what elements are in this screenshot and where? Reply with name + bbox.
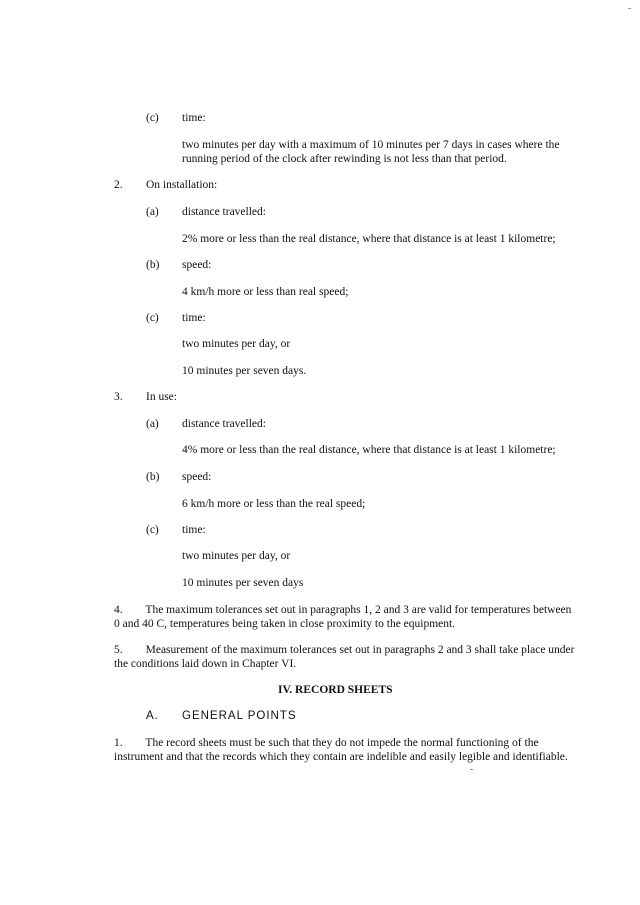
item-title: speed: [182, 259, 212, 271]
item-title: time: [182, 312, 206, 324]
item-title: speed: [182, 471, 212, 483]
body-text: two minutes per day, or [182, 550, 291, 562]
body-text: instrument and that the records which they contain are indelible and easily legible and identifiable. [114, 751, 568, 763]
body-text: 2% more or less than the real distance, where that distance is at least 1 kilometre; [182, 233, 556, 245]
item-label: (a) [146, 418, 159, 430]
scan-mark [470, 769, 473, 770]
body-text: 10 minutes per seven days. [182, 365, 307, 377]
body-text: the conditions laid down in Chapter VI. [114, 658, 297, 670]
subsection-title: GENERAL POINTS [182, 710, 297, 722]
scan-mark [628, 8, 631, 9]
item-label: (b) [146, 471, 160, 483]
item-title: distance travelled: [182, 206, 266, 218]
body-text: running period of the clock after rewinding is not less than that period. [182, 153, 507, 165]
paragraph-number: 2. [114, 179, 123, 191]
body-text: 4 km/h more or less than real speed; [182, 286, 349, 298]
section-heading: IV. RECORD SHEETS [278, 684, 393, 696]
item-title: time: [182, 524, 206, 536]
body-text: two minutes per day with a maximum of 10 minutes per 7 days in cases where the [182, 139, 560, 151]
paragraph-heading: On installation: [146, 179, 218, 191]
item-label: (b) [146, 259, 160, 271]
body-text: 1. The record sheets must be such that they do not impede the normal functioning of the [114, 737, 539, 749]
item-label: (c) [146, 112, 159, 124]
item-label: (a) [146, 206, 159, 218]
body-text: 6 km/h more or less than the real speed; [182, 498, 366, 510]
item-label: (c) [146, 524, 159, 536]
body-text: 0 and 40 C, temperatures being taken in close proximity to the equipment. [114, 618, 456, 630]
body-text: 5. Measurement of the maximum tolerances set out in paragraphs 2 and 3 shall take place under [114, 644, 575, 656]
item-title: time: [182, 112, 206, 124]
paragraph-number: 3. [114, 391, 123, 403]
subsection-label: A. [146, 710, 159, 722]
item-title: distance travelled: [182, 418, 266, 430]
body-text: two minutes per day, or [182, 338, 291, 350]
item-label: (c) [146, 312, 159, 324]
body-text: 4% more or less than the real distance, where that distance is at least 1 kilometre; [182, 444, 556, 456]
paragraph-heading: In use: [146, 391, 177, 403]
body-text: 10 minutes per seven days [182, 577, 304, 589]
body-text: 4. The maximum tolerances set out in paragraphs 1, 2 and 3 are valid for temperatures between [114, 604, 572, 616]
